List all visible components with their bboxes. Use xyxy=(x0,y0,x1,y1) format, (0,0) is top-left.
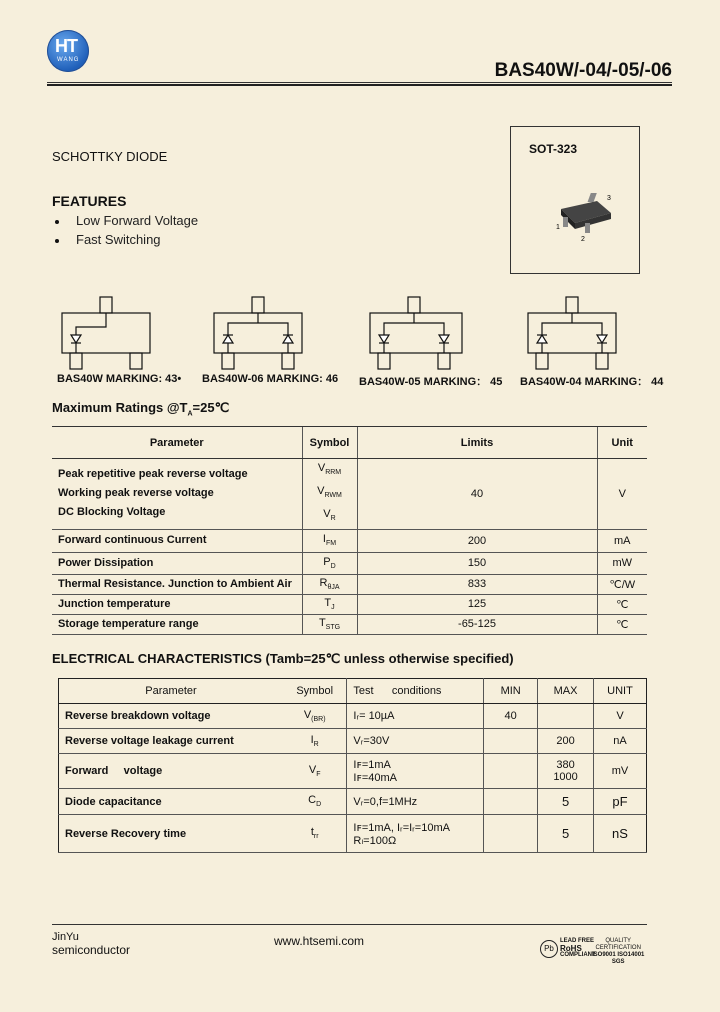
diagram-bas40w-05 xyxy=(370,297,462,369)
pin-configuration-diagrams xyxy=(52,295,662,373)
lead-free-icon: Pb xyxy=(540,940,558,958)
package-label: SOT-323 xyxy=(529,142,578,156)
sot323-package-drawing xyxy=(551,187,621,247)
table-header-row xyxy=(59,679,647,704)
features-heading: FEATURES xyxy=(52,193,127,209)
electrical-table xyxy=(58,678,647,853)
column-header: Symbol xyxy=(302,427,357,459)
diagram-bas40w-04 xyxy=(528,297,616,369)
column-header: Unit xyxy=(597,427,647,459)
diagram-bas40w-06 xyxy=(214,297,302,369)
table-row: Power Dissipation $P_D$ 150 mW xyxy=(52,552,647,574)
marking-bas40w-04: BAS40W-04 MARKING： 44 xyxy=(520,376,664,388)
pin-label: 1 xyxy=(556,224,560,231)
footer-company-sub: semiconductor xyxy=(52,943,131,957)
footer-rule xyxy=(52,924,647,925)
header-rule-thick xyxy=(47,84,672,86)
marking-bas40w-05: BAS40W-05 MARKING： 45 xyxy=(359,376,503,388)
diagram-bas40w xyxy=(62,297,150,369)
rohs-cert: LEAD FREE RoHS COMPLIANT xyxy=(560,938,596,958)
table-header-row xyxy=(52,427,647,459)
feature-item: Low Forward Voltage xyxy=(55,213,198,228)
device-type: SCHOTTKY DIODE xyxy=(52,149,168,164)
feature-item: Fast Switching xyxy=(55,232,161,247)
column-header: Limits xyxy=(357,427,597,459)
pin-label: 2 xyxy=(581,236,585,243)
column-header: Symbol xyxy=(283,679,347,704)
table-row: Thermal Resistance. Junction to Ambient Air $R_{\theta JA}$ 833 ℃/W xyxy=(52,574,647,594)
footer-company-name: JinYu xyxy=(52,931,79,943)
column-header: UNIT xyxy=(594,679,647,704)
header-rule xyxy=(47,82,672,83)
column-header: Parameter xyxy=(52,427,302,459)
max-ratings-title: Maximum Ratings $@T_A=25℃$ xyxy=(52,400,230,418)
table-row: Reverse Recovery time $t_{rr}$ Iꜰ=1mA, Iᵣ=Iᵣ=10mA Rₗ=100Ω 5 nS xyxy=(59,815,647,853)
marking-bas40w: BAS40W MARKING: 43• xyxy=(57,373,182,385)
column-header: MIN xyxy=(484,679,538,704)
logo-text: HT xyxy=(55,36,77,56)
logo-subtext: WANG xyxy=(57,57,80,63)
table-row: Storage temperature range $T_{STG}$ -65-125 ℃ xyxy=(52,614,647,634)
max-ratings-table xyxy=(52,426,647,635)
part-number-title: BAS40W/-04/-05/-06 xyxy=(494,60,672,81)
pin-label: 3 xyxy=(607,195,611,202)
electrical-title: ELECTRICAL CHARACTERISTICS (Tamb=25℃ unless otherwise specified) xyxy=(52,651,514,666)
footer-url[interactable]: www.htsemi.com xyxy=(274,934,365,948)
table-row: Forward continuous Current $I_{FM}$ 200 mA xyxy=(52,529,647,552)
marking-bas40w-06: BAS40W-06 MARKING: 46 xyxy=(202,373,339,385)
column-header: Parameter xyxy=(59,679,283,704)
table-row: Diode capacitance $C_D$ Vᵣ=0,f=1MHz 5 pF xyxy=(59,789,647,815)
table-row: Forward voltage $V_F$ Iꜰ=1mA Iꜰ=40mA 380 1000 mV xyxy=(59,754,647,789)
company-logo xyxy=(47,30,89,72)
table-row: Reverse voltage leakage current $I_R$ Vᵣ=30V 200 nA xyxy=(59,729,647,754)
package-box xyxy=(510,126,640,274)
column-header: MAX xyxy=(538,679,594,704)
table-row: Junction temperature $T_J$ 125 ℃ xyxy=(52,594,647,614)
column-header: Test conditions xyxy=(347,679,484,704)
table-row: Peak repetitive peak reverse voltage Working peak reverse voltage DC Blocking Voltage $V_{RRM}$ $V_{RWM}$ $V_R$ 40 V xyxy=(52,459,647,530)
iso-cert: QUALITY CERTIFICATION ISO9001 ISO14001 SGS xyxy=(592,938,645,965)
table-row: Reverse breakdown voltage $V_{(BR)}$ Iᵣ= 10µA 40 V xyxy=(59,704,647,729)
